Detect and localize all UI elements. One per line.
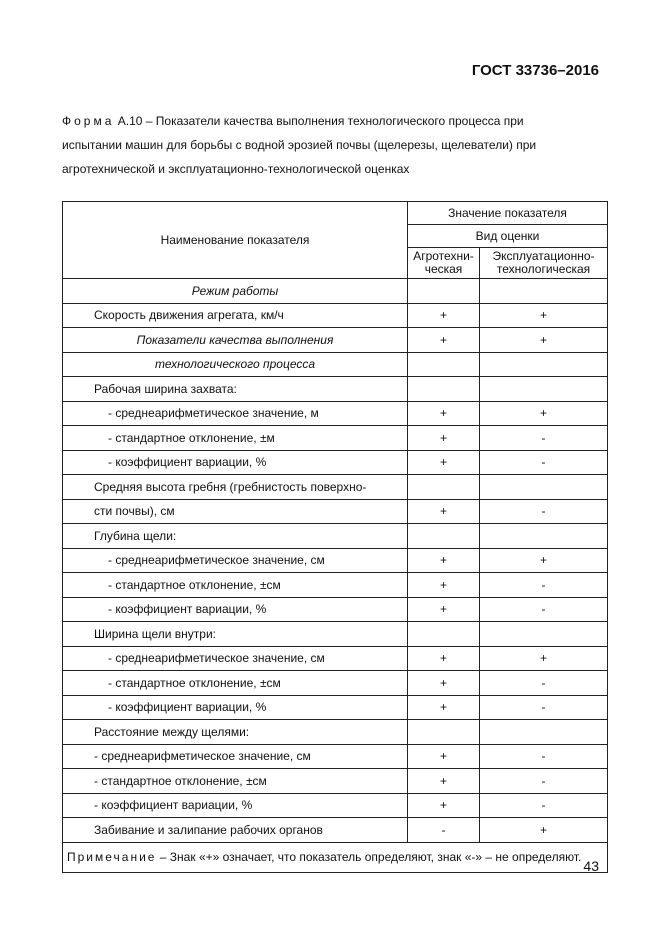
table-caption <box>62 109 605 181</box>
agro-value: + <box>408 769 480 794</box>
indicators-table <box>62 201 608 873</box>
row-label: - стандартное отклонение, ±см <box>63 573 408 598</box>
col-header-eval-type: Вид оценки <box>408 225 608 248</box>
expl-value: + <box>480 548 608 573</box>
agro-value: + <box>408 646 480 671</box>
col-header-values: Значение показателя <box>408 202 608 225</box>
row-label: - коэффициент вариации, % <box>63 450 408 475</box>
agro-value <box>408 475 480 500</box>
expl-value <box>480 475 608 500</box>
table-row <box>63 377 608 402</box>
expl-value: - <box>480 426 608 451</box>
row-label: - среднеарифметическое значение, см <box>63 548 408 573</box>
row-label: - среднеарифметическое значение, см <box>63 744 408 769</box>
row-label: - коэффициент вариации, % <box>63 695 408 720</box>
row-label: - коэффициент вариации, % <box>63 597 408 622</box>
table-row <box>63 769 608 794</box>
agro-value <box>408 524 480 549</box>
document-code: ГОСТ 33736–2016 <box>471 62 599 79</box>
expl-value: - <box>480 695 608 720</box>
agro-value: + <box>408 597 480 622</box>
row-label: Глубина щели: <box>63 524 408 549</box>
expl-value: + <box>480 401 608 426</box>
expl-value <box>480 352 608 377</box>
agro-value <box>408 352 480 377</box>
caption-line-2: испытании машин для борьбы с водной эрозией почвы (щелерезы, щелеватели) при <box>62 138 537 152</box>
table-row <box>63 573 608 598</box>
row-label: - стандартное отклонение, ±см <box>63 769 408 794</box>
row-label: - среднеарифметическое значение, м <box>63 401 408 426</box>
row-label: - коэффициент вариации, % <box>63 793 408 818</box>
agro-value: + <box>408 548 480 573</box>
col-header-name: Наименование показателя <box>63 202 408 279</box>
caption-line-1: А.10 – Показатели качества выполнения технологического процесса при <box>117 114 524 128</box>
col-header-agro: Агротехни- ческая <box>408 248 480 279</box>
table-row <box>63 548 608 573</box>
expl-value: + <box>480 328 608 353</box>
caption-line-3: агротехнической и эксплуатационно-технологической оценках <box>62 162 410 176</box>
expl-value: - <box>480 499 608 524</box>
row-label: Рабочая ширина захвата: <box>63 377 408 402</box>
row-label: - стандартное отклонение, ±см <box>63 671 408 696</box>
table-row <box>63 450 608 475</box>
table-row <box>63 597 608 622</box>
row-label: сти почвы), см <box>63 499 408 524</box>
expl-value: - <box>480 744 608 769</box>
table-row <box>63 499 608 524</box>
row-label: - стандартное отклонение, ±м <box>63 426 408 451</box>
agro-value: - <box>408 818 480 843</box>
table-row <box>63 744 608 769</box>
row-label: технологического процесса <box>63 352 408 377</box>
table-row <box>63 818 608 843</box>
row-label: Средняя высота гребня (гребнистость поверхно- <box>63 475 408 500</box>
table-row <box>63 720 608 745</box>
expl-value <box>480 720 608 745</box>
agro-value: + <box>408 426 480 451</box>
agro-value <box>408 279 480 304</box>
table-row <box>63 671 608 696</box>
agro-value: + <box>408 499 480 524</box>
expl-value: + <box>480 818 608 843</box>
note-text: – Знак «+» означает, что показатель определяют, знак «-» – не определяют. <box>156 849 582 864</box>
table-row <box>63 646 608 671</box>
row-label: Показатели качества выполнения <box>63 328 408 353</box>
expl-value: - <box>480 793 608 818</box>
col-header-expl: Эксплуатационно- технологическая <box>480 248 608 279</box>
row-label: Ширина щели внутри: <box>63 622 408 647</box>
expl-value: - <box>480 769 608 794</box>
row-label: Режим работы <box>63 279 408 304</box>
expl-value <box>480 622 608 647</box>
expl-value: + <box>480 303 608 328</box>
note-word: Примечание <box>67 849 157 864</box>
table-row <box>63 426 608 451</box>
expl-value <box>480 279 608 304</box>
expl-value: - <box>480 573 608 598</box>
agro-value: + <box>408 695 480 720</box>
expl-value: - <box>480 450 608 475</box>
agro-value: + <box>408 303 480 328</box>
agro-value: + <box>408 573 480 598</box>
agro-value: + <box>408 671 480 696</box>
table-body <box>63 279 608 843</box>
caption-form-word: Форма <box>62 114 115 128</box>
expl-value <box>480 377 608 402</box>
agro-value <box>408 377 480 402</box>
table-row <box>63 793 608 818</box>
table-row <box>63 622 608 647</box>
expl-value: - <box>480 671 608 696</box>
row-label: Забивание и залипание рабочих органов <box>63 818 408 843</box>
expl-value: - <box>480 597 608 622</box>
table-row <box>63 279 608 304</box>
table-row <box>63 303 608 328</box>
table-row <box>63 328 608 353</box>
table-row <box>63 352 608 377</box>
agro-value: + <box>408 401 480 426</box>
agro-value: + <box>408 328 480 353</box>
table-row <box>63 401 608 426</box>
expl-value <box>480 524 608 549</box>
table-row <box>63 695 608 720</box>
agro-value: + <box>408 793 480 818</box>
table-row <box>63 475 608 500</box>
expl-value: + <box>480 646 608 671</box>
table-row <box>63 524 608 549</box>
table-note <box>63 842 608 872</box>
row-label: Скорость движения агрегата, км/ч <box>63 303 408 328</box>
row-label: - среднеарифметическое значение, см <box>63 646 408 671</box>
row-label: Расстояние между щелями: <box>63 720 408 745</box>
agro-value <box>408 720 480 745</box>
agro-value <box>408 622 480 647</box>
agro-value: + <box>408 744 480 769</box>
agro-value: + <box>408 450 480 475</box>
page-number: 43 <box>583 858 599 874</box>
